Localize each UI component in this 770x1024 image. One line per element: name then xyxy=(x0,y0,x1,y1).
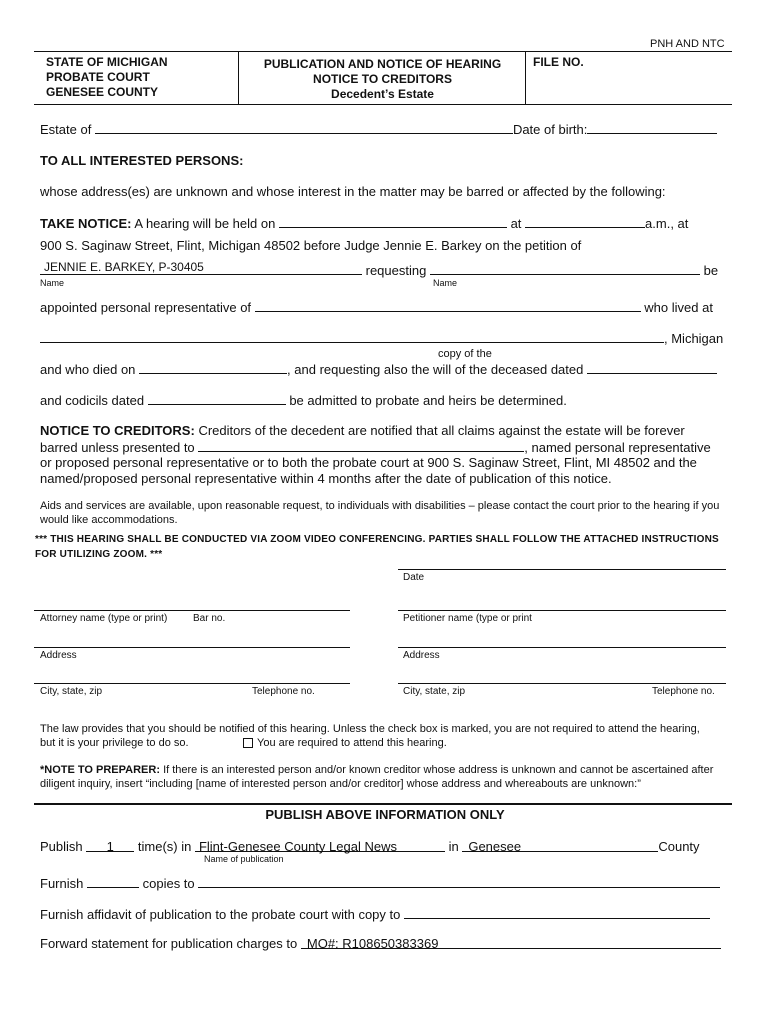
died-row xyxy=(40,361,717,377)
creditors-line1-text: Creditors of the decedent are notified that all claims against the estate will be forever xyxy=(198,423,685,438)
header-divider-1 xyxy=(238,51,239,104)
requesting-label: requesting xyxy=(365,263,427,278)
phone-caption-right: Telephone no. xyxy=(652,686,715,697)
affidavit-field[interactable] xyxy=(404,906,710,919)
creditors-named-text: , named personal representative xyxy=(524,440,711,455)
form-title-line3: Decedent’s Estate xyxy=(331,87,434,101)
appointed-text: appointed personal representative of xyxy=(40,300,252,315)
copy-of-the-label: copy of the xyxy=(438,348,492,360)
form-title xyxy=(240,57,525,102)
estate-of-field[interactable] xyxy=(95,121,513,134)
furnish-row xyxy=(40,875,720,891)
petitioner-field[interactable] xyxy=(40,262,362,275)
who-lived-at-label: who lived at xyxy=(644,300,713,315)
publish-heading: PUBLISH ABOVE INFORMATION ONLY xyxy=(265,807,505,822)
form-code: PNH AND NTC xyxy=(650,38,725,50)
county-field[interactable] xyxy=(462,839,658,852)
court-county: GENESEE COUNTY xyxy=(46,85,159,99)
to-all-heading: TO ALL INTERESTED PERSONS: xyxy=(40,153,244,168)
file-no-label: FILE NO. xyxy=(533,55,584,69)
date-of-birth-label: Date of birth: xyxy=(512,122,588,137)
hearing-date-field[interactable] xyxy=(279,215,507,228)
residence-field[interactable] xyxy=(40,330,664,343)
note-text: If there is an interested person and/or known creditor whose address is unknown and cannot be ascertained after diligent inquiry, insert “including [name of interested person and/or creditor] whose address and whereabouts are unknown:” xyxy=(40,764,714,790)
estate-of-label: Estate of xyxy=(40,122,92,137)
address-caption-right: Address xyxy=(403,650,440,661)
city-line-left[interactable] xyxy=(34,683,350,684)
court-type: PROBATE COURT xyxy=(46,70,150,84)
note-label: *NOTE TO PREPARER: xyxy=(40,764,160,776)
phone-caption-left: Telephone no. xyxy=(252,686,315,697)
address-line-right[interactable] xyxy=(398,647,726,648)
date-line xyxy=(398,569,726,570)
date-of-birth-field[interactable] xyxy=(587,121,717,134)
court-name xyxy=(46,55,168,100)
city-caption-left: City, state, zip xyxy=(40,686,103,697)
codicils-row xyxy=(40,392,567,408)
will-text: , and requesting also the will of the deceased dated xyxy=(287,362,584,377)
city-caption-right: City, state, zip xyxy=(403,686,466,697)
name-caption-right: Name xyxy=(433,278,458,288)
requesting-field[interactable] xyxy=(430,262,700,275)
note-to-preparer xyxy=(40,763,728,791)
attend-label: You are required to attend this hearing. xyxy=(257,737,447,749)
creditors-line3: or proposed personal representative or to both the probate court at 900 S. Saginaw Street, Flint, MI 48502 and the xyxy=(40,455,697,470)
zoom-notice: *** THIS HEARING SHALL BE CONDUCTED VIA ZOOM VIDEO CONFERENCING. PARTIES SHALL FOLLOW THE ATTACHED INSTRUCTIONS FOR UTILIZING ZOOM. *** xyxy=(35,534,719,560)
address-line-left[interactable] xyxy=(34,647,350,648)
law-text: The law provides that you should be notified of this hearing. Unless the check box is marked, you are not required to attend the hearing, xyxy=(40,723,700,735)
attorney-name-caption: Attorney name (type or print) xyxy=(40,613,168,624)
petitioner-line[interactable] xyxy=(398,610,726,611)
city-line-right[interactable] xyxy=(398,683,726,684)
publish-row xyxy=(40,839,700,854)
forward-row xyxy=(40,936,721,951)
michigan-label: , Michigan xyxy=(664,331,724,346)
county-label: County xyxy=(658,839,700,854)
header-top-rule xyxy=(34,51,732,52)
petitioner-value: JENNIE E. BARKEY, P-30405 xyxy=(44,260,204,274)
take-notice-label: TAKE NOTICE: xyxy=(40,216,132,231)
attend-checkbox[interactable] xyxy=(243,738,253,748)
furnish-label: Furnish xyxy=(40,876,84,891)
header-bottom-rule xyxy=(34,104,732,105)
copies-to-label: copies to xyxy=(142,876,195,891)
form-title-line1: PUBLICATION AND NOTICE OF HEARING xyxy=(263,57,502,71)
creditors-line4: named/proposed personal representative within 4 months after the date of publication of this notice. xyxy=(40,471,612,486)
creditors-label: NOTICE TO CREDITORS: xyxy=(40,423,195,438)
petitioner-row xyxy=(40,262,718,278)
county-value: Genesee xyxy=(468,839,522,854)
forward-text: Forward statement for publication charges to xyxy=(40,936,298,951)
publish-label: Publish xyxy=(40,839,83,854)
bar-no-caption: Bar no. xyxy=(193,613,226,624)
petitioner-name-caption: Petitioner name (type or print xyxy=(403,613,532,624)
be-label: be xyxy=(703,263,719,278)
will-date-field[interactable] xyxy=(587,361,717,374)
creditors-barred-text: barred unless presented to xyxy=(40,440,195,455)
codicils-label: and codicils dated xyxy=(40,393,145,408)
publication-field[interactable] xyxy=(195,839,445,852)
publish-times-field[interactable] xyxy=(86,839,134,852)
whose-address-text: whose address(es) are unknown and whose interest in the matter may be barred or affected by the following: xyxy=(40,184,666,199)
admitted-text: be admitted to probate and heirs be determined. xyxy=(289,393,567,408)
affidavit-text: Furnish affidavit of publication to the probate court with copy to xyxy=(40,907,401,922)
furnish-count-field[interactable] xyxy=(87,875,139,888)
date-caption: Date xyxy=(403,572,425,583)
times-in-label: time(s) in xyxy=(137,839,192,854)
take-notice-row xyxy=(40,215,688,231)
creditors-line2 xyxy=(40,439,711,455)
header-divider-2 xyxy=(525,51,526,104)
affidavit-row xyxy=(40,906,710,922)
name-of-publication-caption: Name of publication xyxy=(204,854,284,864)
publish-divider xyxy=(34,803,732,805)
attorney-line[interactable] xyxy=(34,610,350,611)
publication-value: Flint-Genesee County Legal News xyxy=(198,839,397,854)
court-state: STATE OF MICHIGAN xyxy=(46,55,168,69)
address-caption-left: Address xyxy=(40,650,77,661)
am-at-label: a.m., at xyxy=(645,216,689,231)
died-on-label: and who died on xyxy=(40,362,136,377)
decedent-field[interactable] xyxy=(255,299,641,312)
hearing-text: A hearing will be held on xyxy=(134,216,276,231)
in-label: in xyxy=(448,839,459,854)
name-caption-left: Name xyxy=(40,278,65,288)
address-judge-text: 900 S. Saginaw Street, Flint, Michigan 48502 before Judge Jennie E. Barkey on the petition of xyxy=(40,238,582,253)
publish-times-value: 1 xyxy=(106,839,114,854)
date-of-death-field[interactable] xyxy=(139,361,287,374)
estate-of-row xyxy=(40,121,717,137)
aids-text: Aids and services are available, upon reasonable request, to individuals with disabilities – please contact the court prior to the hearing if you would like accommodations. xyxy=(40,500,720,526)
creditors-present-field[interactable] xyxy=(198,439,524,452)
forward-field[interactable] xyxy=(301,936,721,949)
form-title-line2: NOTICE TO CREDITORS xyxy=(313,72,452,86)
hearing-time-field[interactable] xyxy=(525,215,645,228)
residence-row xyxy=(40,330,723,346)
codicils-date-field[interactable] xyxy=(148,392,286,405)
creditors-line1 xyxy=(40,423,685,438)
appointed-row xyxy=(40,299,713,315)
copies-to-field[interactable] xyxy=(198,875,720,888)
forward-value: MO#: R108650383369 xyxy=(306,936,439,951)
privilege-text: but it is your privilege to do so. xyxy=(40,737,189,749)
at-label: at xyxy=(510,216,522,231)
attend-checkbox-row[interactable] xyxy=(243,737,447,749)
